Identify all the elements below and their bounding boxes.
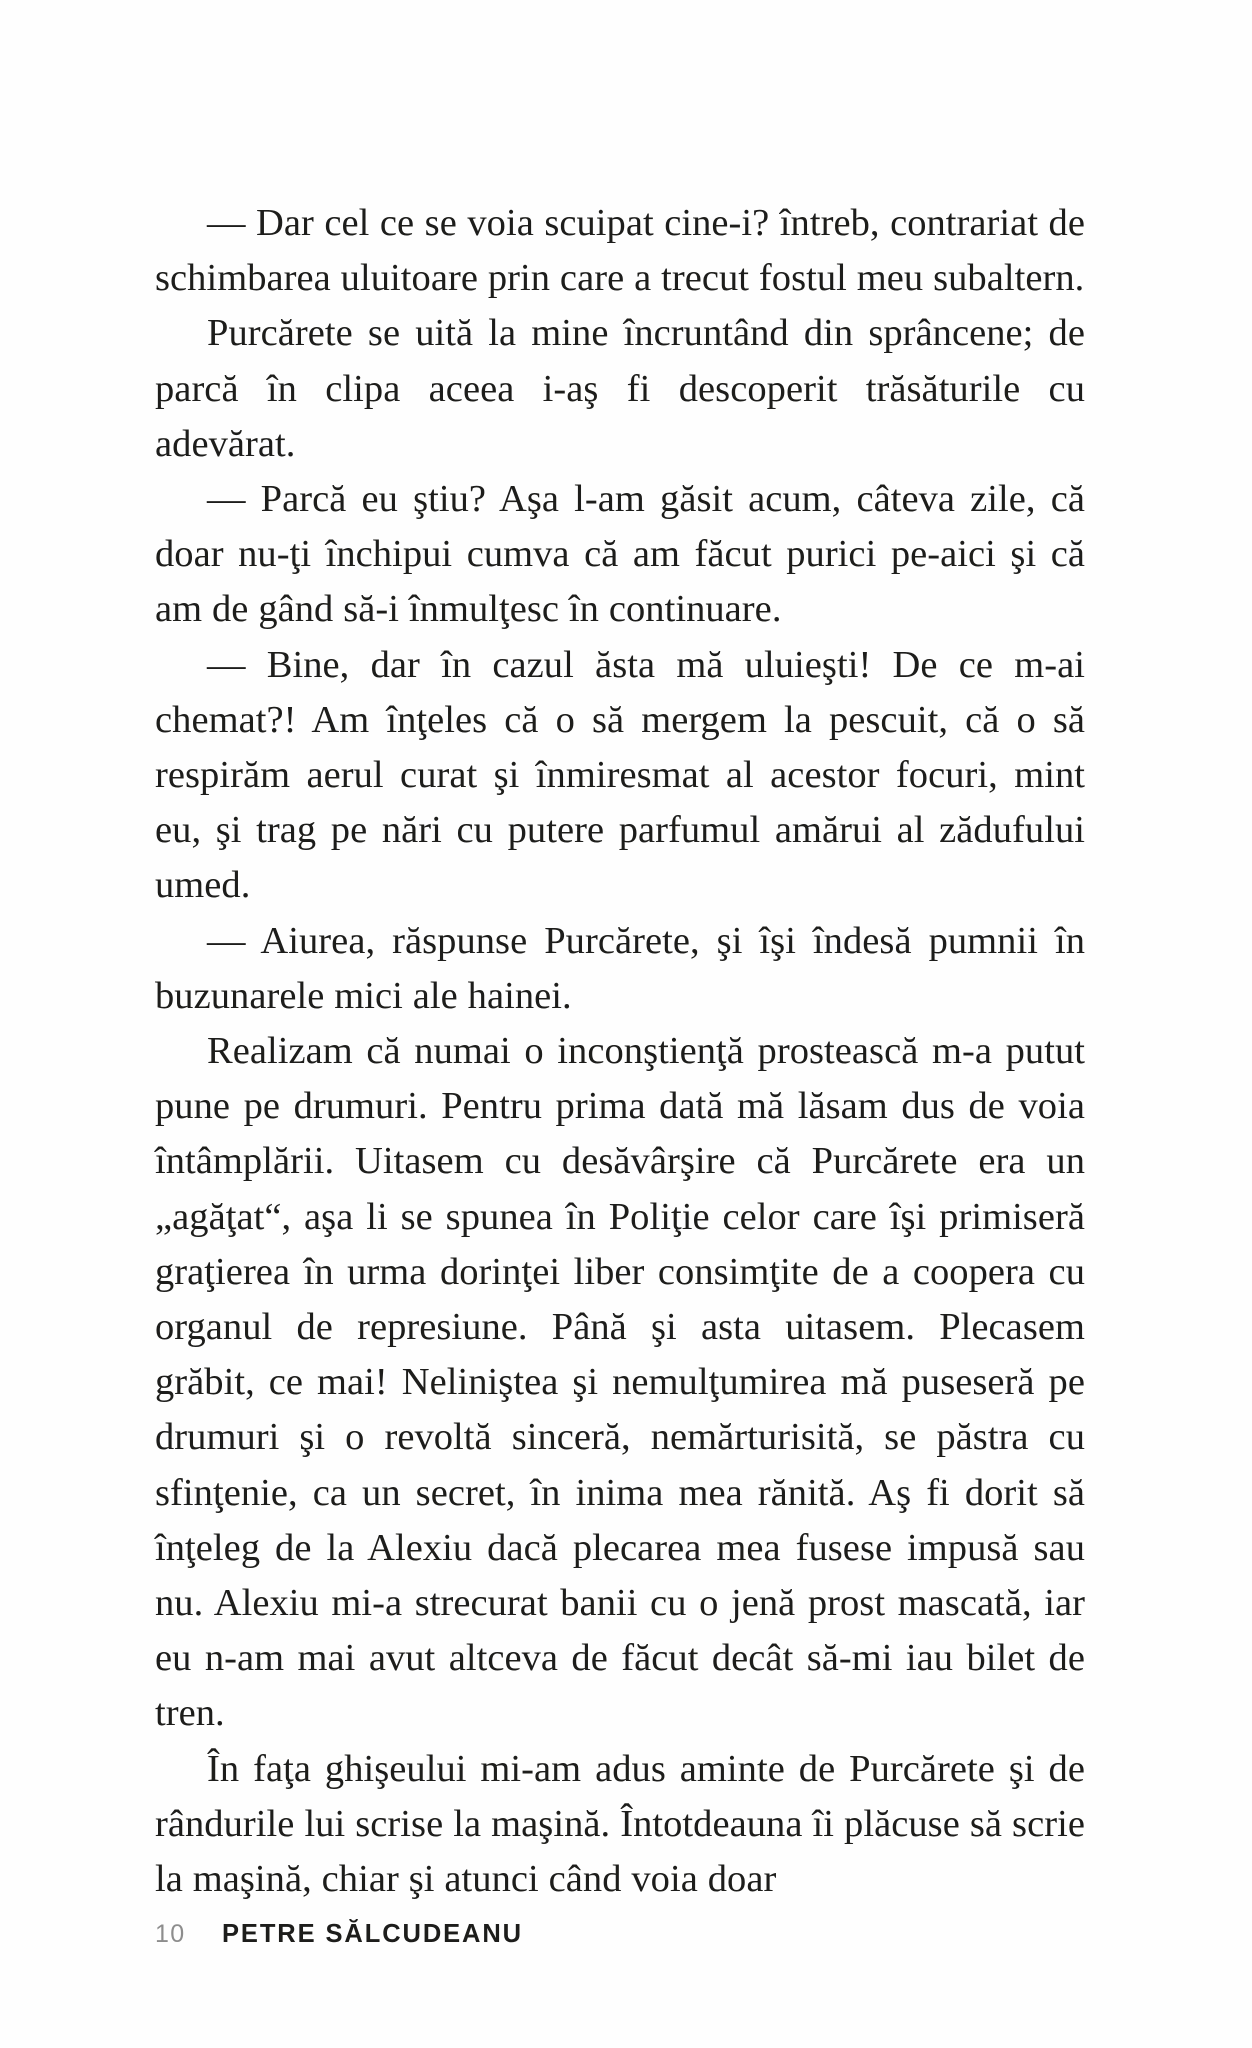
page-body-text [155, 196, 1085, 1907]
page-number: 10 [155, 1920, 186, 1948]
page-footer [0, 1920, 1252, 1980]
running-head-author: PETRE SĂLCUDEANU [222, 1920, 524, 1948]
paragraph: Purcărete se uită la mine încruntând din sprâncene; de parcă în clipa aceea i-aş fi descoperit trăsăturile cu adevărat. [155, 312, 1085, 465]
paragraph: Realizam că numai o inconştienţă prostească m-a putut pune pe drumuri. Pentru prima dată mă lăsam dus de voia întâmplării. Uitasem cu desăvârşire că Purcărete era un „agăţat“, aşa li se spunea în Poliţie celor care îşi primiseră graţierea în urma dorinţei liber consimţite de a coopera cu organul de represiune. Până şi asta uitasem. Plecasem grăbit, ce mai! Neliniştea şi nemulţumirea mă puseseră pe drumuri şi o revoltă sinceră, nemărturisită, se păstra cu sfinţenie, ca un secret, în inima mea rănită. Aş fi dorit să înţeleg de la Alexiu dacă plecarea mea fusese impusă sau nu. Alexiu mi-a strecurat banii cu o jenă prost mascată, iar eu n-am mai avut altceva de făcut decât să-mi iau bilet de tren. [155, 1030, 1085, 1735]
paragraph: — Dar cel ce se voia scuipat cine-i? întreb, contrariat de schimbarea uluitoare prin care a trecut fostul meu subaltern. [155, 202, 1085, 300]
paragraph: — Parcă eu ştiu? Aşa l-am găsit acum, câteva zile, că doar nu-ţi închipui cumva că am făcut purici pe-aici şi că am de gând să-i înmulţesc în continuare. [155, 478, 1085, 631]
paragraph: În faţa ghişeului mi-am adus aminte de Purcărete şi de rândurile lui scrise la maşină. Întotdeauna îi plăcuse să scrie la maşină, chiar şi atunci când voia doar [155, 1747, 1085, 1901]
paragraph: — Aiurea, răspunse Purcărete, şi îşi îndesă pumnii în buzunarele mici ale hainei. [155, 919, 1085, 1017]
paragraph: — Bine, dar în cazul ăsta mă uluieşti! De ce m-ai chemat?! Am înţeles că o să mergem la pescuit, că o să respirăm aerul curat şi înmiresmat al acestor focuri, mint eu, şi trag pe nări cu putere parfumul amărui al zădufului umed. [155, 643, 1085, 907]
